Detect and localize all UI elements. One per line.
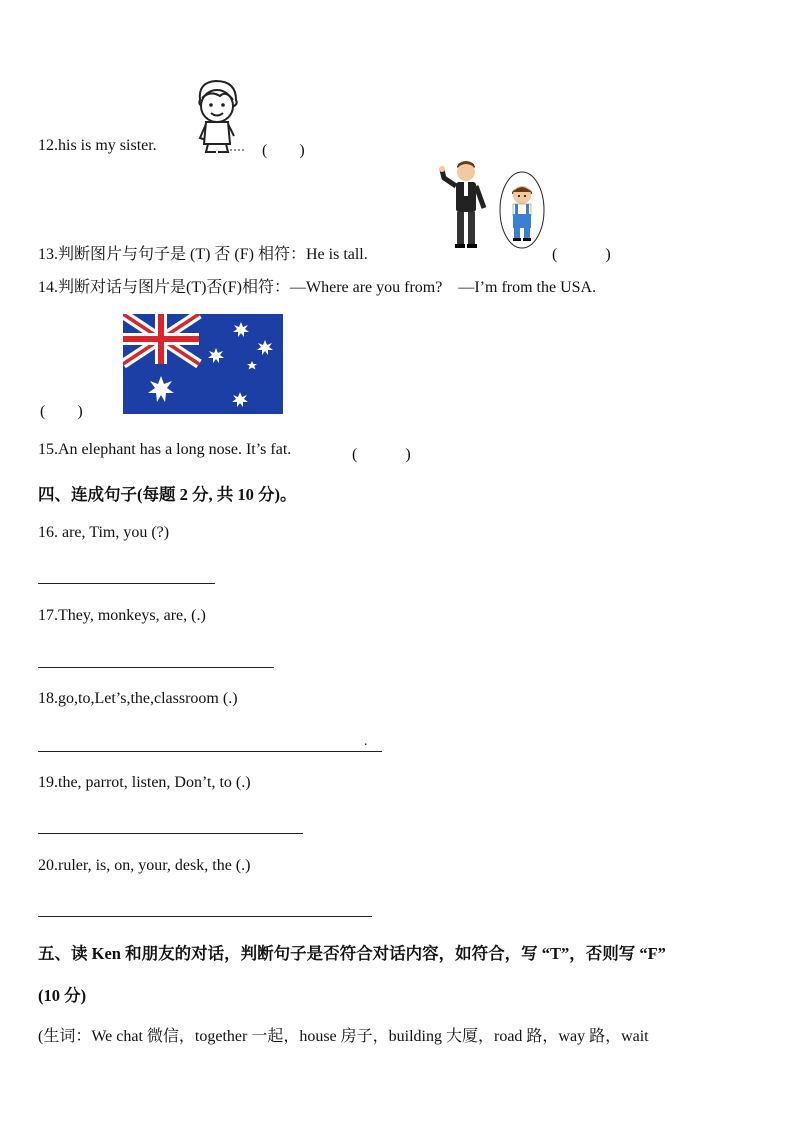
question-15-text: 15.An elephant has a long nose. It’s fat. [38,441,292,458]
section-5-vocabulary: (生词：We chat 微信，together 一起，house 房子，building 大厦，road 路，way 路，wait [38,1028,649,1045]
question-17-answer-line[interactable] [38,667,274,668]
question-18-end-period: . [364,734,368,749]
question-19-answer-line[interactable] [38,833,303,834]
question-14 [38,274,596,297]
australia-flag-image [123,314,283,414]
question-14-answer-paren[interactable]: ( ) [40,403,83,420]
question-13-answer-paren[interactable]: ( ) [552,246,611,263]
boy-cartoon-image [186,78,248,156]
question-13 [38,241,368,264]
question-13-text: 13.判断图片与句子是 (T) 否 (F) 相符：He is tall. [38,246,368,263]
question-16-answer-line[interactable] [38,583,215,584]
question-12 [38,137,157,155]
question-18-answer-line[interactable] [38,751,382,752]
question-16-text: 16. are, Tim, you (?) [38,524,170,541]
short-boy-in-oval-image [498,170,546,250]
question-17-text: 17.They, monkeys, are, (.) [38,607,206,624]
question-19-text: 19.the, parrot, listen, Don’t, to (.) [38,774,251,791]
tall-man-waving-image [438,158,494,250]
question-20-answer-line[interactable] [38,916,372,917]
question-18-text: 18.go,to,Let’s,the,classroom (.) [38,690,238,707]
section-5-title: 五、读 Ken 和朋友的对话，判断句子是否符合对话内容，如符合，写 “T”，否则写 “F” [38,944,666,963]
question-12-text: 12.his is my sister. [38,137,157,154]
section-4-title: 四、连成句子(每题 2 分, 共 10 分)。 [38,485,297,504]
question-20-text: 20.ruler, is, on, your, desk, the (.) [38,857,251,874]
question-15-answer-paren[interactable]: ( ) [352,446,411,463]
section-5-score: (10 分) [38,986,87,1005]
question-12-answer-paren[interactable]: ( ) [262,142,305,159]
question-15 [38,441,291,459]
question-14-text: 14.判断对话与图片是(T)否(F)相符：—Where are you from? —I’m from the USA. [38,279,597,296]
